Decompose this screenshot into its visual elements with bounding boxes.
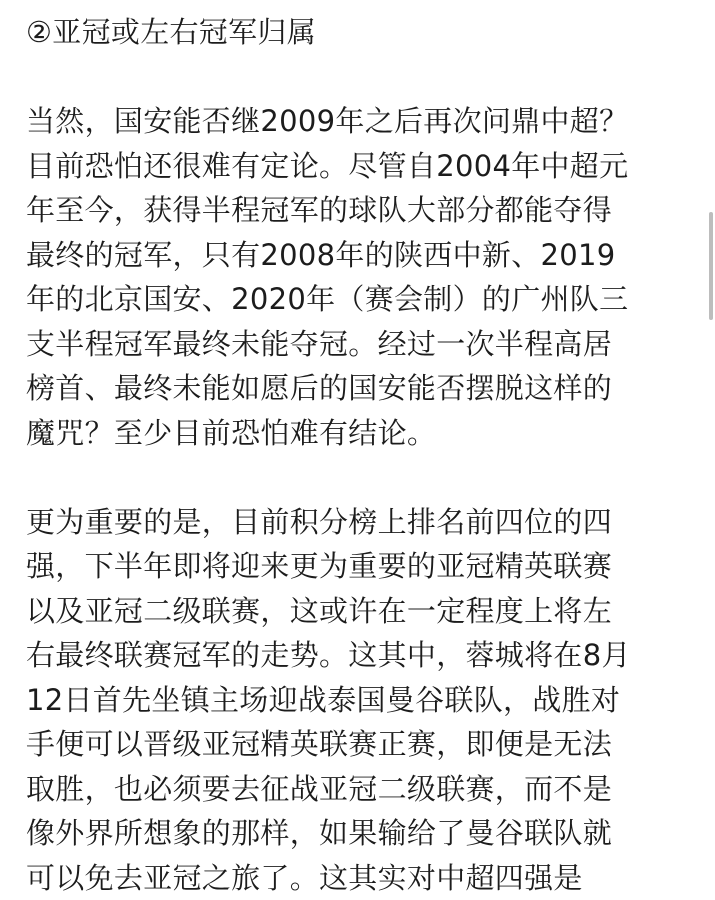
paragraph-line: 魔咒？至少目前恐怕难有结论。	[26, 411, 706, 456]
paragraph-line: 更为重要的是，目前积分榜上排名前四位的四	[26, 500, 706, 545]
article-body	[26, 10, 706, 864]
scrollbar-thumb[interactable]	[709, 212, 713, 320]
paragraph-line: 可以免去亚冠之旅了。这其实对中超四强是	[26, 856, 706, 900]
paragraph-1	[26, 99, 706, 455]
paragraph-line: 以及亚冠二级联赛，这或许在一定程度上将左	[26, 589, 706, 634]
paragraph-line: 强，下半年即将迎来更为重要的亚冠精英联赛	[26, 544, 706, 589]
paragraph-spacer	[26, 55, 706, 100]
paragraph-line: 右最终联赛冠军的走势。这其中，蓉城将在8月	[26, 633, 706, 678]
paragraph-line: 像外界所想象的那样，如果输给了曼谷联队就	[26, 811, 706, 856]
paragraph-line: 目前恐怕还很难有定论。尽管自2004年中超元	[26, 144, 706, 189]
paragraph-spacer	[26, 455, 706, 500]
paragraph-line: 手便可以晋级亚冠精英联赛正赛，即便是无法	[26, 722, 706, 767]
paragraph-line: 年的北京国安、2020年（赛会制）的广州队三	[26, 277, 706, 322]
paragraph-line: 取胜，也必须要去征战亚冠二级联赛，而不是	[26, 767, 706, 812]
paragraph-line: 支半程冠军最终未能夺冠。经过一次半程高居	[26, 322, 706, 367]
paragraph-line: 榜首、最终未能如愿后的国安能否摆脱这样的	[26, 366, 706, 411]
paragraph-2	[26, 500, 706, 900]
section-heading: ②亚冠或左右冠军归属	[26, 10, 706, 55]
paragraph-line: 当然，国安能否继2009年之后再次问鼎中超？	[26, 99, 706, 144]
paragraph-line: 12日首先坐镇主场迎战泰国曼谷联队，战胜对	[26, 678, 706, 723]
paragraph-line: 最终的冠军，只有2008年的陕西中新、2019	[26, 233, 706, 278]
paragraph-line: 年至今，获得半程冠军的球队大部分都能夺得	[26, 188, 706, 233]
